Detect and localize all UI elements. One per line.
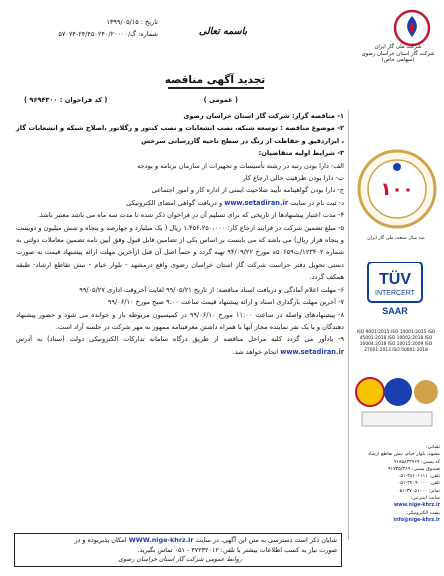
item-7: ۷- آخرین مهلت بارگذاری اسناد و ارائه پیشنهاد قیمت ساعت ۹:۰۰ صبح مورخ ۹۹/۰۶/۱۰ [107, 298, 344, 307]
notice-code: ( کد فراخوان : ۹۶۹۴۳۰۰ ) [24, 96, 108, 104]
setadiran-link[interactable]: www.setadiran.ir [224, 198, 288, 207]
public-relations-signature: روابط عمومی شرکت گاز استان خراسان رضوی [118, 556, 242, 563]
footer-line-2: صورت نیاز به کسب اطلاعات بیشتر با تلفن: ۳۷۲۳۲۰۱۲ - ۰۵۱ تماس بگیرید. [137, 545, 337, 554]
contact-info: نشانی: مشهد، بلوار خیام، نبش تقاطع ارشاد کد پستی: ۹۱۸۵۸۳۳۹۶۹ صندوق پستی: ۹۱۷۳۵/۳۶۹ تلفن: ۳۸۶۰۱۱۱۱-۰۵۱ تلفن: ۳۷۰۹۰۰۰۰-۰۵۱ نمابر: ۳۷۰۵۱۰۰۰-۰۵۱ سایت اینترنتی: www.nige-khrz.ir پست الکترونیکی: info@nige-khrz.ir [352, 444, 440, 524]
date-label: تاریخ : ۱۳۹۹/۰۵/۱۵ [106, 18, 158, 26]
notice-type: ( عمومی ) [203, 96, 238, 104]
company-name: شرکت ملی گاز ایران شرکت گاز استان خراسان رضوی (سهامی خاص) [361, 44, 435, 64]
company-logo-icon [392, 8, 432, 48]
setadiran-link-2[interactable]: www.setadiran.ir [280, 347, 344, 356]
item-9: ۹- یادآور می گردد کلیه مراحل مناقصه از طریق درگاه سامانه تدارکات الکترونیکی دولت (ستاد) به آدرس www.setadiran.ir انجام خواهد شد. [16, 335, 344, 356]
footer-line-1: شایان ذکر است دسترسی به متن این آگهی، در سایت WWW.nige-khrz.ir امکان پذیربوده و در [74, 536, 337, 544]
item-6: ۶- مهلت اعلام آمادگی و دریافت اسناد مناقصه: از تاریخ ۹۹/۰۵/۲۱ لغایت آخروقت اداری ۹۹/۰۵/۲۷ [79, 285, 344, 294]
cert-list: ISO 9001:2015 ISO 14001:2015 ISO 45001:2018 ISO 10002:2018 ISO 10004:2018 ISO 10015:2009 ISO 27001:2013 ISO 50001:2018 [356, 330, 436, 353]
item-3d: د- ثبت نام در سایت www.setadiran.ir و دریافت گواهی امضای الکترونیکی [126, 198, 344, 207]
contact-email-link[interactable]: info@nige-khrz.ir [393, 517, 440, 523]
badge-text: صد سال صنعت ملی گاز ایران [367, 236, 425, 241]
notice-meta [24, 96, 338, 104]
item-3: ۳- شرایط اولیه متقاضیان: [258, 149, 344, 158]
notice-title: تجدید آگهی مناقصه [164, 74, 266, 86]
item-3b: ب- دارا بودن ظرفیت خالی ارجاع کار [242, 174, 344, 183]
contact-website-link[interactable]: www.nige-khrz.ir [393, 503, 440, 509]
item-3a: الف- دارا بودن رتبه در رشته تأسیسات و تجهیزات از سازمان برنامه و بودجه [137, 161, 344, 170]
side-divider [348, 110, 349, 540]
certificate-logos-icon [352, 374, 442, 432]
number-label: شماره: گ/۲۴/۴۵۰۲۴۰/۲۰۰۰۰-۵۷۰۷۴ [58, 30, 158, 38]
item-2: ۲- موضوع مناقصه : توسعه شبکه، نصب انشعابات و نصب کنتور و رگلاتور ،اصلاح شبکه و انشعابات گاز ، ابزاردقیق و حفاظت از زنگ در سطح ناحیه گازرسانی سرخس [16, 124, 344, 145]
centennial-badge-icon [356, 148, 438, 230]
item-5: ۵- مبلغ تضمین شرکت در فرایند ارجاع کار: ۱،۴۵۶،۲۵۰،۰۰۰ ریال ( یک میلیارد و چهارصد و پنجاه و شش میلیون و دویست و پنجاه هزار ریال) می باشد که می بایست بر اساس یکی از تضامین قابل قبول وفق آیین نامه تضمین معاملات دولتی به شماره ۱۲۳۴۰۲/ت۵۰۶۵۹ه مورخ ۹۴/۰۹/۲۲ تهیه گردد و حتماً اصل آن قبل ازآخرین مهلت ارائه پیشنهاد قیمت به صورت دستی تحویل دفتر حراست شرکت گاز استان خراسان رضوی واقع درمشهد - بلوار خیام - نبش تقاطع ارشاد- طبقه همکف گردد. [16, 223, 344, 282]
letter-meta [8, 16, 158, 40]
item-4: ۴- مدت اعتبار پیشنهادها از تاریخی که برای تسلیم آن در فراخوان ذکر شده تا مدت سه ماه می باشد معتبر باشد. [37, 211, 344, 220]
tuv-intercert-logo-icon [360, 262, 430, 318]
tuv-line-3: SAAR [382, 306, 408, 316]
item-8: ۸- پیشنهادهای واصله در ساعت ۱۱:۰۰ مورخ ۹۹/۰۶/۱۰ در کمیسیون مربوطه باز و خوانده می شود و حضور پیشنهاد دهندگان و یا یک نفر نماینده مجاز آنها با همراه داشتن معرفینامه ممهور به مهر شرکت در جلسه آزاد است. [16, 310, 344, 331]
svg-text:۱۰۰: ۱۰۰ [380, 179, 414, 200]
tuv-line-1: TÜV [379, 271, 411, 288]
title-underline [168, 87, 264, 89]
nige-link[interactable]: WWW.nige-khrz.ir [128, 536, 194, 544]
item-3c: ج- دارا بودن گواهینامه تأیید صلاحیت ایمنی از اداره کار و امور اجتماعی [151, 186, 344, 195]
tuv-line-2: INTERCERT [375, 290, 415, 297]
notice-body [16, 110, 344, 358]
bismillah: باسمه تعالی [198, 26, 248, 37]
item-1: ۱- مناقصه گزار: شرکت گاز استان خراسان رضوی [183, 112, 344, 120]
